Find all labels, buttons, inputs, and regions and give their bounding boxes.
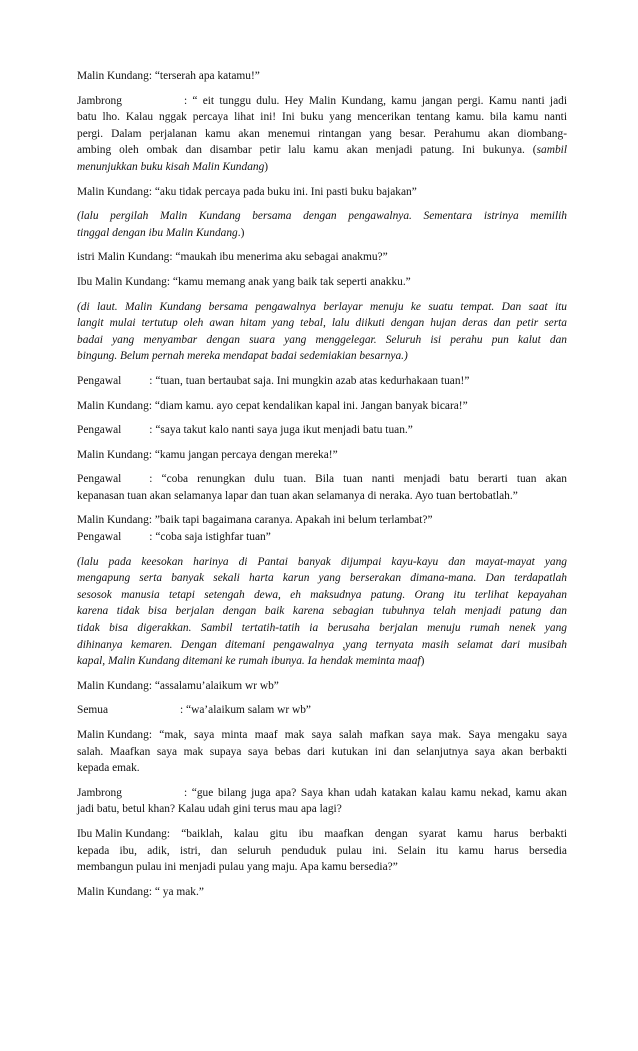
dialogue-paragraph [77, 826, 567, 876]
dialogue-paragraph [77, 702, 567, 719]
dialogue-text: “baiklah, kalau gitu ibu maafkan dengan syarat kamu harus berbakti [181, 827, 567, 840]
speaker-separator: : [166, 275, 171, 288]
dialogue-paragraph [77, 529, 567, 546]
dialogue-paragraph [77, 727, 567, 777]
speaker-separator: : [148, 514, 152, 527]
dialogue-text: kepanasan tuan akan selamanya lapar dan tuan akan selamanya di neraka. Ayo tuan bertobatlah.” [77, 489, 518, 502]
dialogue-text: salah. Maafkan saya mak supaya saya bebas dari kutukan ini dan selanjutnya saya akan berbakti [77, 745, 567, 758]
text-line [77, 884, 567, 901]
stage-direction-text: (di laut. Malin Kundang bersama pengawalnya berlayar menuju ke suatu tempat. Dan saat itu [77, 300, 567, 313]
dialogue-paragraph [77, 68, 567, 85]
speaker-separator: : [169, 251, 173, 264]
text-line [77, 760, 567, 777]
dialogue-text: batu lho. Kalau nggak percaya lihat ini! Ini buku yang mencerikan tentang kamu. bila kamu nanti [77, 111, 567, 124]
speaker-separator: : [148, 185, 152, 198]
stage-direction-text: dihinanya kemaren. Dengan ditemani pengawalnya ,yang ternyata masih selamat dari musibah [77, 638, 567, 651]
text-line [77, 637, 567, 654]
speaker-name: Pengawal [77, 531, 122, 544]
text-line [77, 471, 567, 488]
speaker-name: Semua [77, 704, 109, 717]
speaker-separator: : [148, 729, 152, 741]
text-line [77, 126, 567, 143]
text-line [77, 208, 567, 225]
speaker-separator: : [149, 424, 153, 437]
stage-direction-text: karena tidak bisa berjalan dengan baik karena sebagian tubuhnya telah menjadi patung dan [77, 605, 567, 618]
text-line [77, 422, 567, 439]
stage-direction-text: sesosok manusia tetapi setengah dewa, eh maksudnya patung. Orang itu terlihat kepayahan [77, 588, 567, 601]
text-line [77, 702, 567, 719]
dialogue-text: “gue bilang juga apa? Saya khan udah katakan kalau kamu nekad, kamu akan [191, 786, 567, 799]
text-line [77, 299, 567, 316]
text-line [77, 68, 567, 85]
dialogue-paragraph [77, 249, 567, 266]
stage-direction-text: tidak bisa digerakkan. Sambil tertatih-tatih ia berusaha berjalan menuju rumah nenek yang [77, 622, 567, 635]
stage-direction-text: tinggal dengan ibu Malin Kundang [77, 226, 238, 239]
speaker-name: Pengawal [77, 374, 122, 387]
dialogue-text: “kamu memang anak yang baik tak seperti anakku.” [172, 275, 411, 288]
speaker-name: Malin Kundang [77, 399, 149, 412]
text-line [77, 678, 567, 695]
speaker-separator: : [148, 70, 152, 82]
text-line [77, 826, 567, 843]
stage-direction-text: langit mulai tertutup oleh awan hitam yang tebal, lalu diikuti dengan hujan deras dan petir serta [77, 317, 567, 330]
closing-punctuation: ) [420, 655, 425, 668]
text-line [77, 159, 567, 176]
speaker-separator: : [149, 374, 153, 387]
text-line [77, 587, 567, 604]
dialogue-text: ”baik tapi bagaimana caranya. Apakah ini belum terlambat?” [154, 514, 433, 527]
dialogue-text: “mak, saya minta maaf mak saya salah mafkan saya mak. Saya mengaku saya [159, 729, 567, 741]
dialogue-text: pergi. Dalam perjalanan kamu akan menemui rintangan yang besar. Perahumu akan diombang- [77, 127, 567, 140]
text-line [77, 184, 567, 201]
dialogue-text: “maukah ibu menerima aku sebagai anakmu?” [175, 251, 388, 264]
text-line [77, 529, 567, 546]
text-line [77, 488, 567, 505]
speaker-name: Pengawal [77, 424, 122, 437]
dialogue-text: kepada ibu, adik, istri, dan seluruh penduduk pulau ini. Selain itu kamu harus bersedia [77, 844, 567, 857]
speaker-separator: : [149, 473, 153, 486]
text-line [77, 373, 567, 390]
dialogue-paragraph [77, 422, 567, 439]
text-line [77, 620, 567, 637]
dialogue-text: “kamu jangan percaya dengan mereka!” [154, 448, 338, 461]
speaker-name: istri Malin Kundang [77, 251, 170, 264]
dialogue-text: jadi batu, betul khan? Kalau udah gini terus mau apa lagi? [77, 803, 342, 816]
dialogue-text: membangun pulau ini menjadi pulau yang maju. Apa kamu bersedia?” [77, 861, 398, 874]
speaker-name: Malin Kundang [77, 885, 149, 898]
text-line [77, 315, 567, 332]
dialogue-text: “diam kamu. ayo cepat kendalikan kapal ini. Jangan banyak bicara!” [154, 399, 468, 412]
text-line [77, 225, 567, 242]
text-line [77, 142, 567, 159]
dialogue-text: ambing oleh ombak dan disambar petir lalu kamu akan menjadi patung. Ini bukunya. ( [77, 144, 537, 157]
speaker-separator: : [166, 827, 171, 840]
text-line [77, 785, 567, 802]
dialogue-paragraph [77, 398, 567, 415]
speaker-separator: : [180, 704, 184, 717]
speaker-name: Malin Kundang [77, 514, 149, 527]
dialogue-text: “ eit tunggu dulu. Hey Malin Kundang, kamu jangan pergi. Kamu nanti jadi [192, 94, 567, 107]
speaker-separator: : [149, 531, 153, 544]
text-line [77, 603, 567, 620]
dialogue-text: “aku tidak percaya pada buku ini. Ini pasti buku bajakan” [154, 185, 417, 198]
dialogue-paragraph [77, 471, 567, 504]
speaker-separator: : [183, 786, 188, 799]
stage-direction-text: bingung. Belum pernah mereka mendapat badai sedemiakian besarnya.) [77, 350, 408, 363]
script-document [77, 68, 567, 908]
dialogue-paragraph [77, 299, 567, 365]
dialogue-paragraph [77, 554, 567, 670]
speaker-name: Malin Kundang [77, 729, 149, 741]
stage-direction-text: (lalu pergilah Malin Kundang bersama dengan pengawalnya. Sementara istrinya memilih [77, 210, 567, 223]
text-line [77, 93, 567, 110]
speaker-name: Ibu Malin Kundang [77, 275, 167, 288]
speaker-name: Pengawal [77, 473, 122, 486]
dialogue-paragraph [77, 884, 567, 901]
text-line [77, 447, 567, 464]
text-line [77, 859, 567, 876]
closing-punctuation: ) [264, 160, 269, 173]
text-line [77, 109, 567, 126]
dialogue-text: “wa’alaikum salam wr wb” [186, 704, 311, 717]
dialogue-paragraph [77, 678, 567, 695]
speaker-separator: : [148, 399, 152, 412]
dialogue-text: “terserah apa katamu!” [154, 70, 260, 82]
text-line [77, 570, 567, 587]
text-line [77, 512, 567, 529]
text-line [77, 727, 567, 744]
speaker-separator: : [148, 448, 152, 461]
dialogue-text: “coba renungkan dulu tuan. Bila tuan nanti menjadi batu berarti tuan akan [161, 473, 567, 486]
speaker-name: Jambrong [77, 786, 122, 799]
speaker-name: Jambrong [77, 94, 122, 107]
text-line [77, 801, 567, 818]
dialogue-paragraph [77, 785, 567, 818]
text-line [77, 249, 567, 266]
speaker-name: Malin Kundang [77, 70, 149, 82]
text-line [77, 843, 567, 860]
text-line [77, 653, 567, 670]
text-line [77, 554, 567, 571]
dialogue-text: “saya takut kalo nanti saya juga ikut menjadi batu tuan.” [155, 424, 413, 437]
dialogue-paragraph [77, 373, 567, 390]
text-line [77, 274, 567, 291]
speaker-name: Ibu Malin Kundang [77, 827, 167, 840]
stage-direction-text: (lalu pada keesokan harinya di Pantai banyak dijumpai kayu-kayu dan mayat-mayat yang [77, 555, 567, 568]
speaker-name: Malin Kundang [77, 679, 149, 692]
text-line [77, 744, 567, 761]
text-line [77, 398, 567, 415]
speaker-separator: : [148, 885, 152, 898]
dialogue-paragraph [77, 512, 567, 529]
speaker-separator: : [148, 679, 152, 692]
speaker-name: Malin Kundang [77, 185, 149, 198]
dialogue-paragraph [77, 274, 567, 291]
dialogue-text: kepada emak. [77, 762, 140, 775]
closing-punctuation: .) [237, 226, 245, 239]
dialogue-text: “tuan, tuan bertaubat saja. Ini mungkin azab atas kedurhakaan tuan!” [155, 374, 470, 387]
dialogue-paragraph [77, 208, 567, 241]
speaker-separator: : [183, 94, 188, 107]
dialogue-text: “assalamu’alaikum wr wb” [154, 679, 279, 692]
stage-direction-text: badai yang menyambar dengan suara yang menggelegar. Seluruh isi perahu pun kalut dan [77, 333, 567, 346]
dialogue-paragraph [77, 447, 567, 464]
stage-direction-text: mengapung serta banyak sekali harta karun yang berserakan dimana-mana. Dan terdapatlah [77, 572, 567, 585]
dialogue-text: “ ya mak.” [154, 885, 204, 898]
text-line [77, 348, 567, 365]
dialogue-paragraph [77, 93, 567, 176]
dialogue-paragraph [77, 184, 567, 201]
speaker-name: Malin Kundang [77, 448, 149, 461]
stage-direction-text: kapal, Malin Kundang ditemani ke rumah ibunya. Ia hendak meminta maaf [77, 655, 421, 668]
stage-direction-text: menunjukkan buku kisah Malin Kundang [77, 160, 265, 173]
dialogue-text: “coba saja istighfar tuan” [155, 531, 271, 544]
stage-direction-text: sambil [536, 144, 567, 157]
text-line [77, 332, 567, 349]
